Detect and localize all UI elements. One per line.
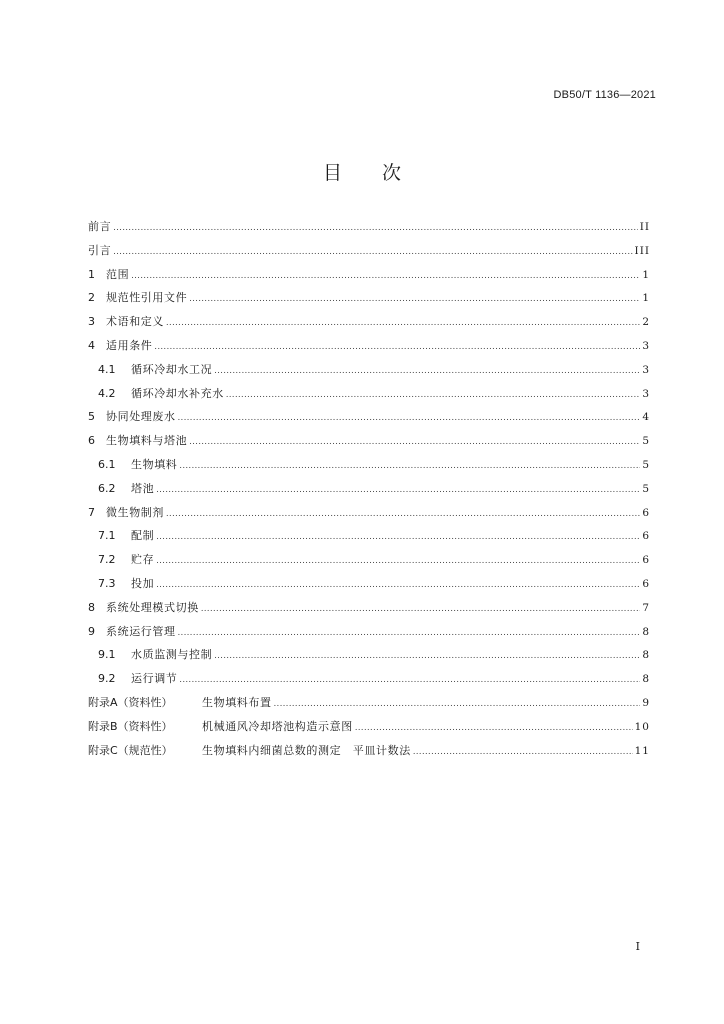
- toc-entry-title: 协同处理废水: [106, 410, 176, 424]
- toc-entry-page: 6: [642, 506, 650, 519]
- toc-leader-dots: [156, 525, 640, 549]
- toc-entry-number: 2: [88, 291, 95, 305]
- toc-entry[interactable]: [88, 501, 650, 525]
- toc-entry-number: 4: [88, 338, 95, 352]
- table-of-contents: [88, 215, 650, 762]
- toc-entry[interactable]: [88, 382, 650, 406]
- toc-entry-title: 适用条件: [106, 338, 153, 352]
- toc-leader-dots: [226, 383, 641, 407]
- toc-leader-dots: [156, 478, 640, 502]
- toc-entry[interactable]: [88, 548, 650, 572]
- toc-entry[interactable]: [88, 334, 650, 358]
- toc-entry-page: 4: [642, 411, 650, 424]
- toc-entry-page: 6: [642, 577, 650, 590]
- toc-entry-number: 7.2: [98, 553, 116, 567]
- toc-leader-dots: [214, 359, 640, 383]
- toc-entry[interactable]: [88, 239, 650, 263]
- toc-entry-number: 7.3: [98, 576, 116, 590]
- toc-entry-title: 引言: [88, 243, 112, 257]
- toc-entry[interactable]: [88, 596, 650, 620]
- toc-entry-page: 11: [634, 744, 650, 757]
- toc-entry[interactable]: [88, 429, 650, 453]
- toc-entry-page: 8: [642, 673, 650, 686]
- toc-leader-dots: [166, 502, 640, 526]
- toc-entry-title: 贮存: [131, 553, 155, 567]
- toc-entry[interactable]: [88, 643, 650, 667]
- toc-entry-number: 6.1: [98, 457, 116, 471]
- toc-entry-title: 微生物制剂: [106, 505, 164, 519]
- toc-leader-dots: [201, 597, 641, 621]
- toc-entry-number: 4.1: [98, 362, 116, 376]
- page-number: I: [635, 940, 640, 953]
- toc-leader-dots: [178, 406, 641, 430]
- toc-entry[interactable]: [88, 477, 650, 501]
- toc-entry-title: 投加: [131, 576, 155, 590]
- toc-entry-title: 生物填料: [131, 457, 178, 471]
- toc-entry-title: 运行调节: [131, 672, 178, 686]
- toc-leader-dots: [113, 216, 638, 240]
- toc-leader-dots: [355, 716, 633, 740]
- toc-entry[interactable]: [88, 739, 650, 763]
- toc-entry[interactable]: [88, 620, 650, 644]
- toc-entry-title: 生物填料与塔池: [106, 434, 188, 448]
- toc-entry-number: 4.2: [98, 386, 116, 400]
- toc-entry-page: 1: [642, 268, 650, 281]
- toc-entry-appendix-label: 附录B（资料性）: [88, 719, 173, 733]
- toc-leader-dots: [189, 287, 640, 311]
- toc-entry-title: 规范性引用文件: [106, 291, 188, 305]
- toc-entry-number: 3: [88, 315, 95, 329]
- toc-entry-title: 系统运行管理: [106, 624, 176, 638]
- toc-entry-number: 7.1: [98, 529, 116, 543]
- toc-leader-dots: [274, 692, 641, 716]
- toc-entry-number: 5: [88, 410, 95, 424]
- toc-entry-page: 5: [642, 435, 650, 448]
- toc-entry-number: 9.1: [98, 648, 116, 662]
- toc-entry-title: 生物填料内细菌总数的测定 平皿计数法: [202, 743, 411, 757]
- toc-entry-page: 3: [642, 387, 650, 400]
- toc-entry-number: 9.2: [98, 672, 116, 686]
- toc-entry-page: II: [639, 221, 650, 233]
- toc-entry[interactable]: [88, 691, 650, 715]
- toc-leader-dots: [156, 573, 640, 597]
- toc-leader-dots: [189, 430, 640, 454]
- toc-leader-dots: [154, 335, 640, 359]
- toc-entry[interactable]: [88, 263, 650, 287]
- toc-entry-title: 机械通风冷却塔池构造示意图: [202, 719, 353, 733]
- toc-entry-title: 塔池: [131, 481, 155, 495]
- toc-leader-dots: [214, 644, 640, 668]
- toc-entry-page: 3: [642, 363, 650, 376]
- toc-entry-page: 7: [642, 601, 650, 614]
- toc-entry[interactable]: [88, 286, 650, 310]
- toc-entry-appendix-label: 附录C（规范性）: [88, 743, 173, 757]
- toc-entry[interactable]: [88, 572, 650, 596]
- toc-entry-page: 10: [634, 720, 650, 733]
- toc-entry[interactable]: [88, 358, 650, 382]
- toc-entry-title: 生物填料布置: [202, 695, 272, 709]
- toc-entry-number: 8: [88, 600, 95, 614]
- toc-leader-dots: [413, 740, 633, 764]
- toc-leader-dots: [166, 311, 640, 335]
- toc-entry-title: 术语和定义: [106, 315, 164, 329]
- standard-code: DB50/T 1136—2021: [553, 89, 656, 101]
- toc-entry-page: 8: [642, 649, 650, 662]
- toc-entry[interactable]: [88, 453, 650, 477]
- toc-entry[interactable]: [88, 310, 650, 334]
- toc-leader-dots: [113, 240, 632, 264]
- toc-entry-title: 范围: [106, 267, 130, 281]
- toc-entry-title: 系统处理模式切换: [106, 600, 199, 614]
- toc-leader-dots: [179, 668, 640, 692]
- toc-entry-number: 7: [88, 505, 95, 519]
- toc-entry-page: 2: [642, 316, 650, 329]
- toc-entry-page: 5: [642, 458, 650, 471]
- toc-entry-page: 1: [642, 292, 650, 305]
- toc-entry-page: III: [634, 244, 650, 257]
- toc-entry-page: 9: [642, 696, 650, 709]
- toc-entry-title: 循环冷却水工况: [131, 362, 213, 376]
- toc-entry-number: 6: [88, 434, 95, 448]
- toc-entry-page: 5: [642, 482, 650, 495]
- toc-leader-dots: [156, 549, 640, 573]
- toc-entry-appendix-label: 附录A（资料性）: [88, 695, 173, 709]
- toc-entry-page: 6: [642, 554, 650, 567]
- toc-entry-page: 8: [642, 625, 650, 638]
- toc-entry[interactable]: [88, 405, 650, 429]
- toc-entry[interactable]: [88, 215, 650, 239]
- toc-entry-number: 6.2: [98, 481, 116, 495]
- toc-entry-title: 水质监测与控制: [131, 648, 213, 662]
- toc-entry-page: 3: [642, 339, 650, 352]
- page-title: 目次: [322, 162, 441, 184]
- toc-entry-page: 6: [642, 530, 650, 543]
- toc-leader-dots: [131, 264, 640, 288]
- toc-leader-dots: [178, 621, 641, 645]
- toc-entry[interactable]: [88, 524, 650, 548]
- toc-entry[interactable]: [88, 715, 650, 739]
- toc-entry-title: 前言: [88, 220, 112, 233]
- toc-entry-number: 1: [88, 267, 95, 281]
- toc-entry-number: 9: [88, 624, 95, 638]
- toc-entry[interactable]: [88, 667, 650, 691]
- toc-leader-dots: [179, 454, 640, 478]
- toc-entry-title: 配制: [131, 529, 155, 543]
- toc-entry-title: 循环冷却水补充水: [131, 386, 224, 400]
